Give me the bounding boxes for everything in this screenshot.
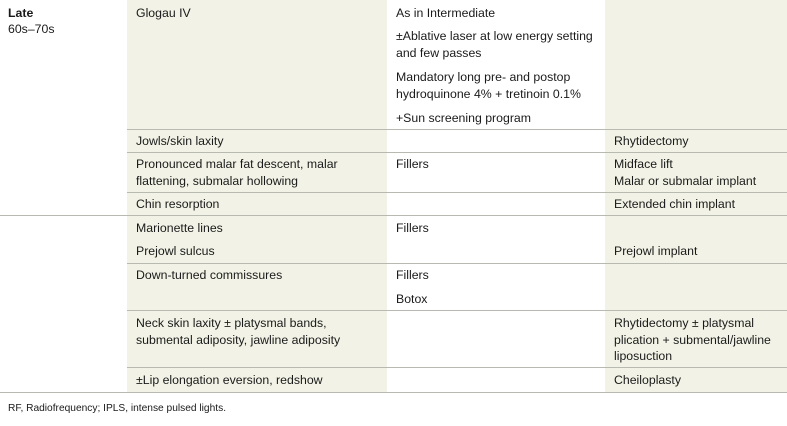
nonsurgical-cell: and few passes xyxy=(396,46,482,60)
surgical-cell: Malar or submalar implant xyxy=(614,174,757,188)
row-divider xyxy=(127,192,787,193)
surgical-cell: Rhytidectomy xyxy=(614,134,689,148)
row-divider xyxy=(127,129,787,130)
concern-cell: submental adiposity, jawline adiposity xyxy=(136,333,341,347)
surgical-cell: Cheiloplasty xyxy=(614,373,681,387)
surgical-cell: Prejowl implant xyxy=(614,244,698,258)
nonsurgical-cell: Fillers xyxy=(396,221,429,235)
nonsurgical-cell: hydroquinone 4% + tretinoin 0.1% xyxy=(396,87,581,101)
table-bottom-rule xyxy=(0,392,787,393)
nonsurgical-cell: As in Intermediate xyxy=(396,6,496,20)
concern-cell: Neck skin laxity ± platysmal bands, xyxy=(136,316,327,330)
nonsurgical-cell: ±Ablative laser at low energy setting xyxy=(396,29,593,43)
concern-cell: Glogau IV xyxy=(136,6,191,20)
nonsurgical-cell: Fillers xyxy=(396,268,429,282)
surgical-cell: liposuction xyxy=(614,349,673,363)
concern-cell: Prejowl sulcus xyxy=(136,244,215,258)
surgical-cell: Extended chin implant xyxy=(614,197,735,211)
nonsurgical-cell: Mandatory long pre- and postop xyxy=(396,70,571,84)
concern-cell: Marionette lines xyxy=(136,221,223,235)
concern-cell: Pronounced malar fat descent, malar xyxy=(136,157,338,171)
surgical-cell: Rhytidectomy ± platysmal xyxy=(614,316,755,330)
table-footnote: RF, Radiofrequency; IPLS, intense pulsed lights. xyxy=(8,403,227,414)
concern-cell: Jowls/skin laxity xyxy=(136,134,224,148)
concern-cell: Chin resorption xyxy=(136,197,220,211)
concern-cell: ±Lip elongation eversion, redshow xyxy=(136,373,323,387)
group-label: Late xyxy=(8,6,34,20)
group-age-range: 60s–70s xyxy=(8,22,55,36)
row-divider xyxy=(127,263,787,264)
concern-cell: Down-turned commissures xyxy=(136,268,283,282)
surgical-cell: Midface lift xyxy=(614,157,673,171)
row-divider xyxy=(127,152,787,153)
nonsurgical-cell: Fillers xyxy=(396,157,429,171)
nonsurgical-cell: +Sun screening program xyxy=(396,111,532,125)
row-divider xyxy=(127,310,787,311)
row-divider xyxy=(127,367,787,368)
surgical-cell: plication + submental/jawline xyxy=(614,333,771,347)
group-divider xyxy=(0,215,787,216)
concern-cell: flattening, submalar hollowing xyxy=(136,174,299,188)
nonsurgical-cell: Botox xyxy=(396,292,428,306)
